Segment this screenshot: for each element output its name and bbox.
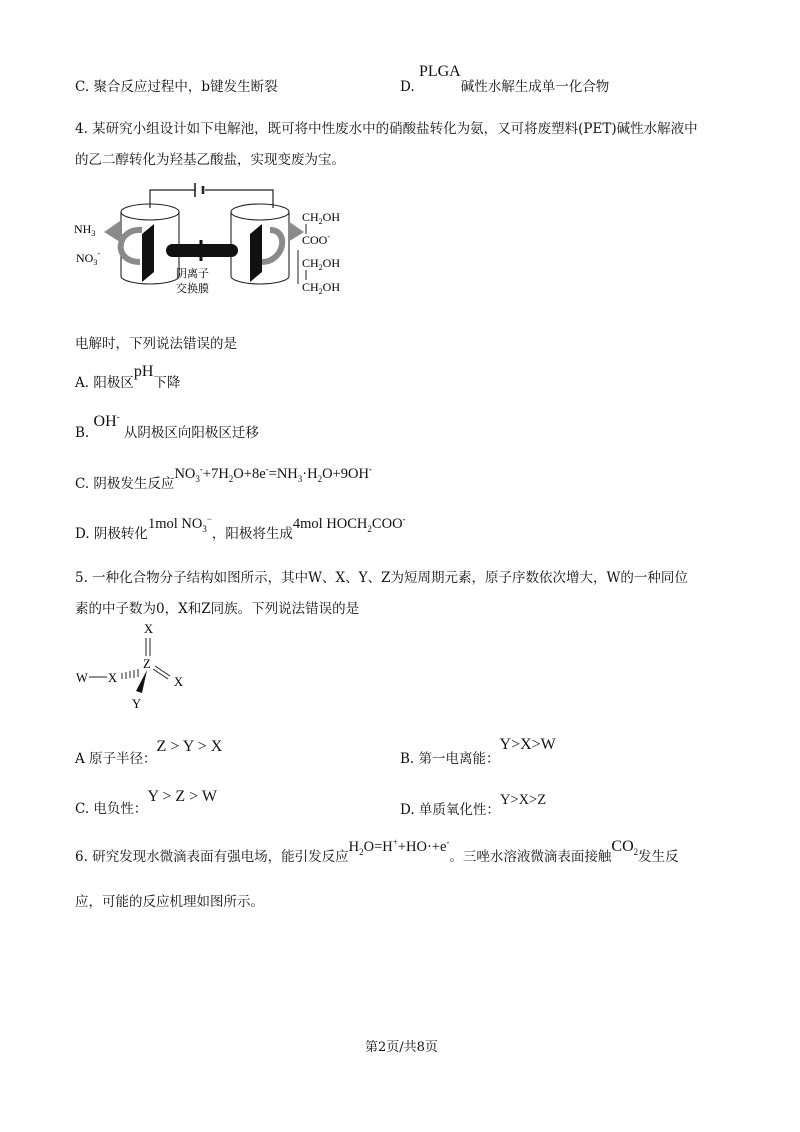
q4-option-a xyxy=(75,360,180,390)
q4-option-a-label: A. 阳极区 xyxy=(75,375,134,391)
left-reactant-no3: NO xyxy=(76,251,94,265)
atom-z: Z xyxy=(143,657,151,671)
right-r3-tail: OH xyxy=(322,256,341,270)
cathode-flow-arrow xyxy=(121,230,142,262)
q5-option-a xyxy=(75,735,222,765)
right-r2-sup: - xyxy=(327,232,331,241)
q4-option-d-formula1: 1mol $NO_3^-$ xyxy=(147,514,212,534)
membrane-label-line1: 阴离子 xyxy=(176,267,209,280)
svg-text:CH2OH xyxy=(302,280,340,296)
q3-option-d-formula: PLGA xyxy=(418,63,461,80)
q5-option-a-label: A 原子半径： xyxy=(75,751,157,767)
q6-stem-line1 xyxy=(75,835,679,865)
svg-text:CH2OH xyxy=(302,256,340,272)
atom-x-left: X xyxy=(108,671,118,685)
anode-plate xyxy=(250,224,262,282)
atom-x-right: X xyxy=(174,675,184,689)
molecule-structure xyxy=(70,618,210,718)
q3-option-c-label: C. xyxy=(75,79,90,95)
q4-stem-line1: 4. 某研究小组设计如下电解池，既可将中性废水中的硝酸盐转化为氨，又可将废塑料(PET)碱性水解液中 xyxy=(75,121,698,137)
q4-option-d-formula2: 4mol $HOCH_2COO^-$ xyxy=(292,514,406,534)
cathode-plate xyxy=(142,224,154,282)
q4-stem-line2: 的乙二醇转化为羟基乙酸盐，实现变废为宝。 xyxy=(75,152,345,168)
q6-stem-line2: 应，可能的反应机理如图所示。 xyxy=(75,894,264,910)
right-r1-sub: 2 xyxy=(318,217,323,226)
q4-option-b-formula: OH- xyxy=(93,411,120,430)
q5-option-d xyxy=(400,788,546,818)
right-r4-sub: 2 xyxy=(318,287,323,296)
q4-option-d-label: D. 阴极转化 xyxy=(75,526,148,542)
q3-option-d-text: 碱性水解生成单一化合物 xyxy=(460,79,610,95)
q3-option-c-text: 聚合反应过程中，b键发生断裂 xyxy=(93,79,278,95)
q5-option-b-label: B. 第一电离能： xyxy=(400,751,500,767)
q4-option-c xyxy=(75,462,372,492)
right-r3: CH xyxy=(302,256,319,270)
svg-text:NO3- xyxy=(76,249,100,267)
q4-option-d xyxy=(75,512,406,542)
svg-text:COO- xyxy=(302,232,330,247)
q6-text-b: 。三唑水溶液微滴表面接触 xyxy=(449,849,612,865)
q5-option-d-formula: Y>X>Z xyxy=(499,792,547,808)
q6-formula-co2: $CO_2$ xyxy=(611,838,639,858)
q5-stem-line2: 素的中子数为0，X和Z同族。下列说法错误的是 xyxy=(75,601,360,617)
q5-option-c-label: C. 电负性： xyxy=(75,801,148,817)
q4-question: 电解时，下列说法错误的是 xyxy=(75,336,237,352)
q4-option-d-mid: ，阳极将生成 xyxy=(211,526,293,542)
q6-text-c: 发生反 xyxy=(638,849,679,865)
left-reactant-no3-sup: - xyxy=(97,249,101,258)
right-r3-sub: 2 xyxy=(318,263,323,272)
page-number: 第2页/共8页 xyxy=(365,1040,438,1055)
q5-option-c-formula: Y > Z > W xyxy=(147,788,218,805)
svg-text:CH2OH xyxy=(302,210,340,226)
q5-stem-line1: 5. 一种化合物分子结构如图所示，其中W、X、Y、Z为短周期元素，原子序数依次增大，W的一种同位 xyxy=(75,570,688,586)
q4-option-b-label: B. xyxy=(75,425,90,441)
atom-y: Y xyxy=(132,697,142,711)
anode-flow-arrow xyxy=(262,230,282,262)
right-r4-tail: OH xyxy=(322,280,341,294)
q4-option-b xyxy=(75,410,259,440)
q4-option-b-text: 从阴极区向阳极区迁移 xyxy=(123,425,259,441)
right-r1: CH xyxy=(302,210,319,224)
right-r2: COO xyxy=(302,233,328,247)
q6-text-a: 6. 研究发现水微滴表面有强电场，能引发反应 xyxy=(75,849,349,865)
q4-option-a-formula: pH xyxy=(133,363,154,380)
left-reactant-no3-sub: 3 xyxy=(93,258,98,267)
q3-option-d-label: D. xyxy=(400,79,415,95)
q4-option-c-formula: $NO_3^-+7H_2O+8e^-=NH_3\cdot H_2O+9OH^-$ xyxy=(174,464,372,484)
hashed-wedge-bond xyxy=(122,669,138,679)
membrane-label-line2: 交换膜 xyxy=(176,282,209,295)
atom-x-top: X xyxy=(144,622,154,636)
svg-text:NH3 xyxy=(74,222,95,238)
q4-option-c-label: C. 阴极发生反应 xyxy=(75,476,175,492)
right-r1-tail: OH xyxy=(322,210,341,224)
q3-option-c xyxy=(75,75,278,95)
q5-option-d-label: D. 单质氧化性： xyxy=(400,802,500,818)
right-r4: CH xyxy=(302,280,319,294)
q4-option-a-text: 下降 xyxy=(153,375,181,391)
left-product-nh3: NH xyxy=(74,222,92,236)
q5-option-a-formula: Z > Y > X xyxy=(156,738,223,755)
q5-option-c xyxy=(75,785,217,815)
electrolysis-cell-diagram xyxy=(70,178,370,303)
q6-formula-reaction: $H_2O=H^++HO\cdot+e^-$ xyxy=(348,837,450,857)
q3-option-d xyxy=(400,60,610,95)
left-product-nh3-sub: 3 xyxy=(91,229,96,238)
atom-w: W xyxy=(76,671,88,685)
q5-option-b-formula: Y>X>W xyxy=(499,736,556,753)
q5-option-b xyxy=(400,733,556,767)
